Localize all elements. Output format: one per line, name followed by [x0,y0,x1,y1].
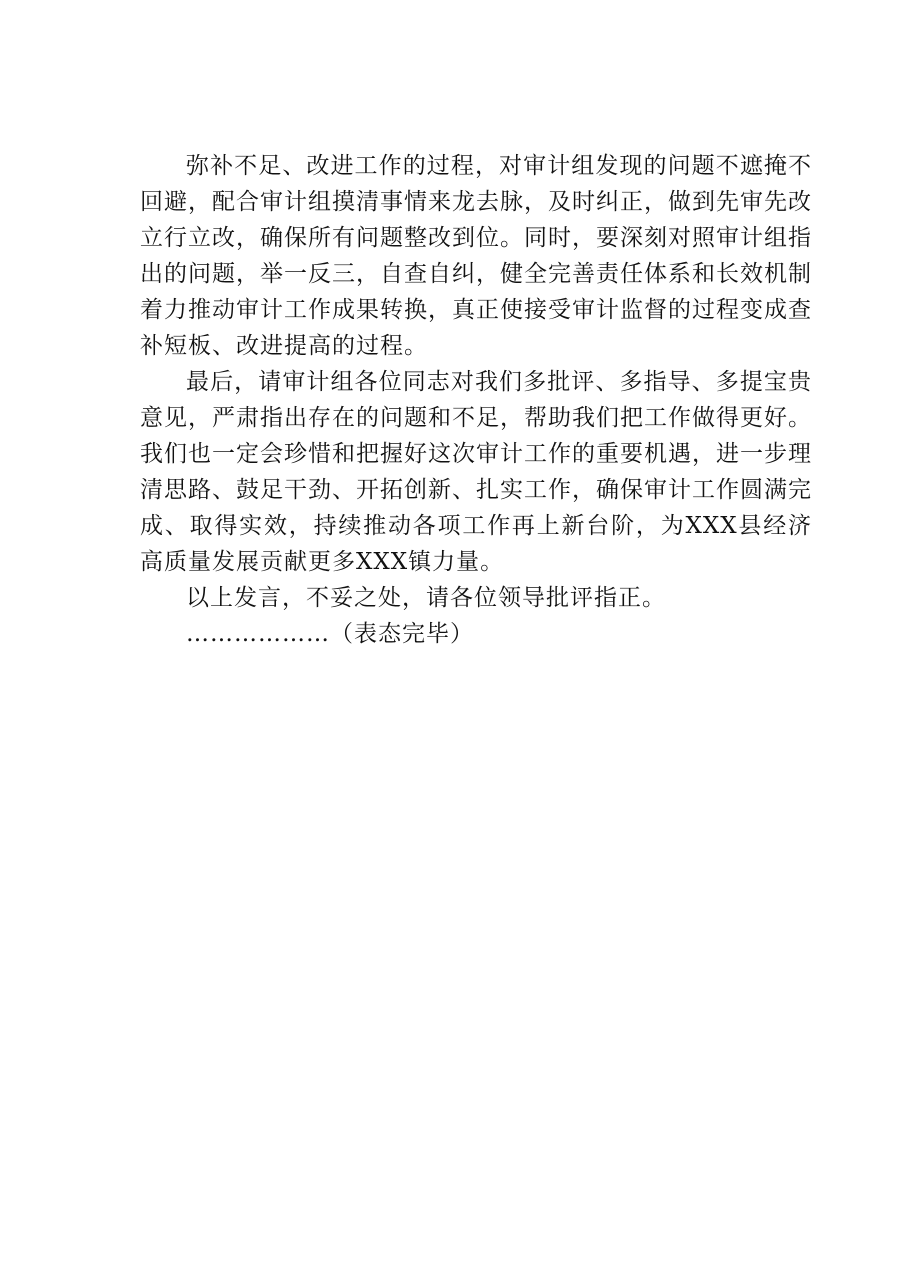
paragraph-audit-rectification: 弥补不足、改进工作的过程，对审计组发现的问题不遮掩不回避，配合审计组摸清事情来龙去脉，及时纠正，做到先审先改立行立改，确保所有问题整改到位。同时，要深刻对照审计组指出的问题，举一反三，自查自纠，健全完善责任体系和长效机制着力推动审计工作成果转换，真正使接受审计监督的过程变成查补短板、改进提高的过程。 [140,153,812,359]
document-body [140,148,812,652]
paragraph-closing-request: 最后，请审计组各位同志对我们多批评、多指导、多提宝贵意见，严肃指出存在的问题和不足，帮助我们把工作做得更好。我们也一定会珍惜和把握好这次审计工作的重要机遇，进一步理清思路、鼓足干劲、开拓创新、扎实工作，确保审计工作圆满完成、取得实效，持续推动各项工作再上新台阶，为XXX县经济高质量发展贡献更多XXX镇力量。 [140,369,812,575]
paragraph-end-mark: ………………（表态完毕） [186,621,474,647]
paragraph-closing-remark: 以上发言，不妥之处，请各位领导批评指正。 [186,585,666,611]
